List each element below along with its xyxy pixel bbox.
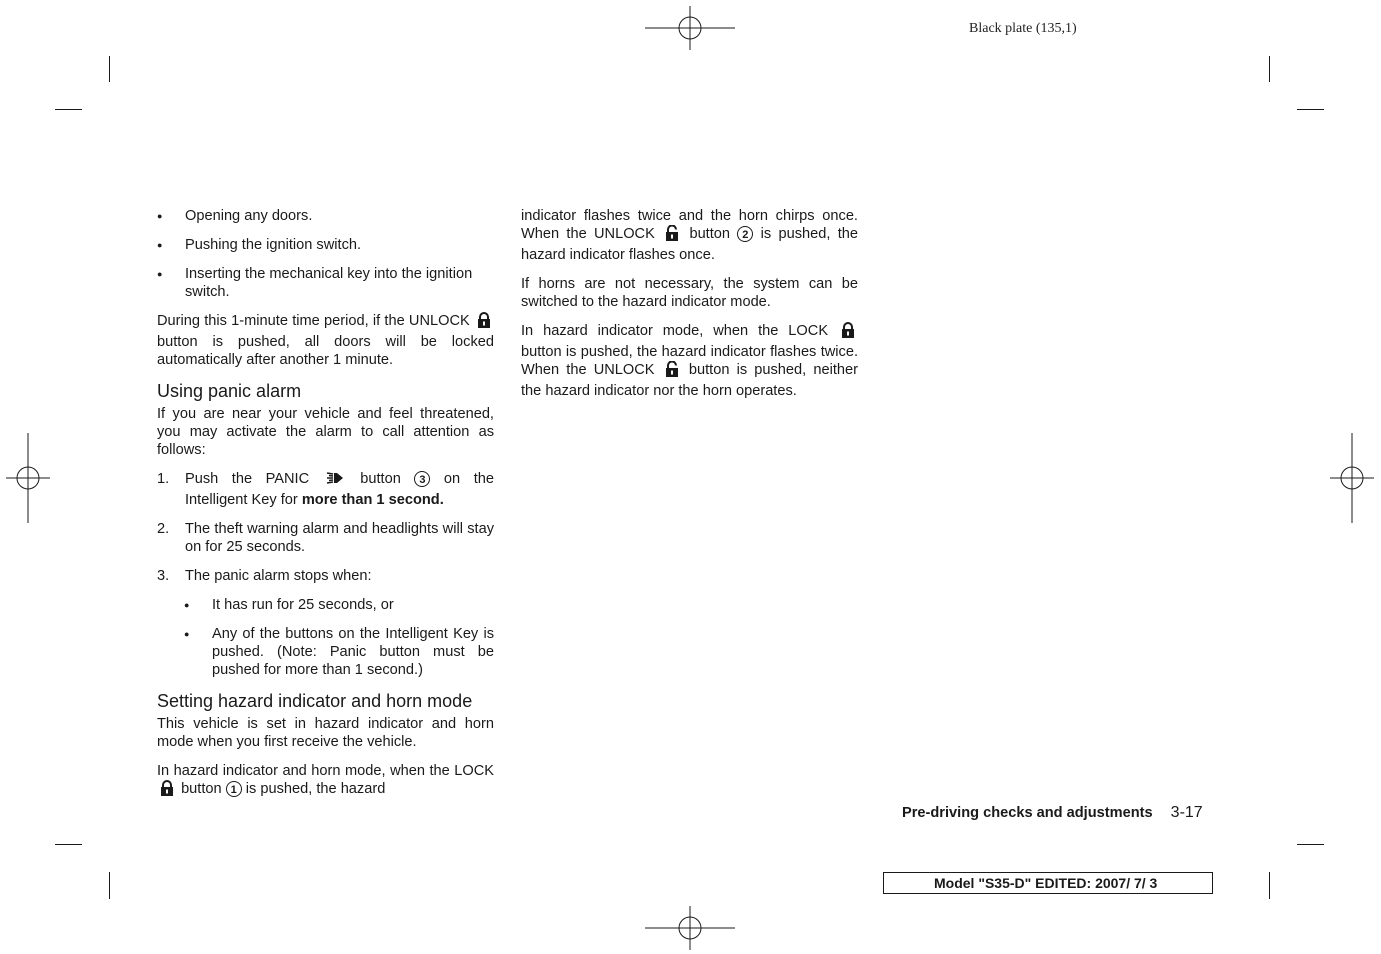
page-number: 3-17 [1170, 804, 1203, 821]
registration-mark-right [1330, 433, 1374, 523]
button-number-badge: 2 [737, 226, 753, 242]
section-title: Pre-driving checks and adjustments [902, 805, 1153, 821]
paragraph: indicator flashes twice and the horn chirps once. When the UNLOCK button 2 is pushed, the hazard indicator flashes once. [521, 208, 859, 263]
lock-icon [840, 322, 856, 343]
numbered-step: 1. Push the PANIC button 3 on the Intelligent Key for more than 1 second. [157, 471, 494, 508]
registration-mark-left [6, 433, 50, 523]
section-heading: Setting hazard indicator and horn mode [157, 691, 473, 711]
unlock-icon [664, 225, 680, 246]
plate-label: Black plate (135,1) [969, 21, 1077, 36]
lock-icon [159, 780, 175, 801]
paragraph: In hazard indicator and horn mode, when the LOCK button 1 is pushed, the hazard [157, 762, 494, 801]
button-number-badge: 3 [414, 471, 430, 487]
list-item: ● Inserting the mechanical key into the ignition switch. [157, 265, 494, 301]
lock-icon [476, 312, 492, 333]
left-column [157, 207, 494, 812]
list-item: ● Any of the buttons on the Intelligent Key is pushed. (Note: Panic button must be pushed for more than 1 second.) [184, 625, 494, 679]
paragraph: In hazard indicator mode, when the LOCK button is pushed, the hazard indicator flashes twice. When the UNLOCK button is pushed, neither the hazard indicator nor the horn operates. [521, 323, 858, 399]
page-footer [902, 804, 1203, 822]
model-label: Model "S35-D" EDITED: 2007/ 7/ 3 [883, 872, 1213, 894]
registration-mark-bottom [645, 906, 735, 950]
paragraph: If you are near your vehicle and feel threatened, you may activate the alarm to call attention as follows: [157, 406, 494, 458]
registration-mark-top [645, 6, 735, 50]
right-column [521, 207, 858, 411]
list-item: ● It has run for 25 seconds, or [184, 596, 494, 614]
numbered-step: 3. The panic alarm stops when: [157, 568, 372, 584]
unlock-icon [664, 361, 680, 382]
paragraph: If horns are not necessary, the system can be switched to the hazard indicator mode. [521, 276, 858, 310]
paragraph: This vehicle is set in hazard indicator and horn mode when you first receive the vehicle. [157, 716, 494, 750]
list-item: ● Pushing the ignition switch. [157, 236, 494, 254]
numbered-step: 2. The theft warning alarm and headlights will stay on for 25 seconds. [157, 521, 494, 555]
button-number-badge: 1 [226, 781, 242, 797]
section-heading: Using panic alarm [157, 381, 302, 401]
paragraph: During this 1-minute time period, if the UNLOCK button is pushed, all doors will be locked automatically after another 1 minute. [157, 313, 494, 368]
panic-icon [325, 470, 345, 491]
list-item: ● Opening any doors. [157, 207, 494, 225]
